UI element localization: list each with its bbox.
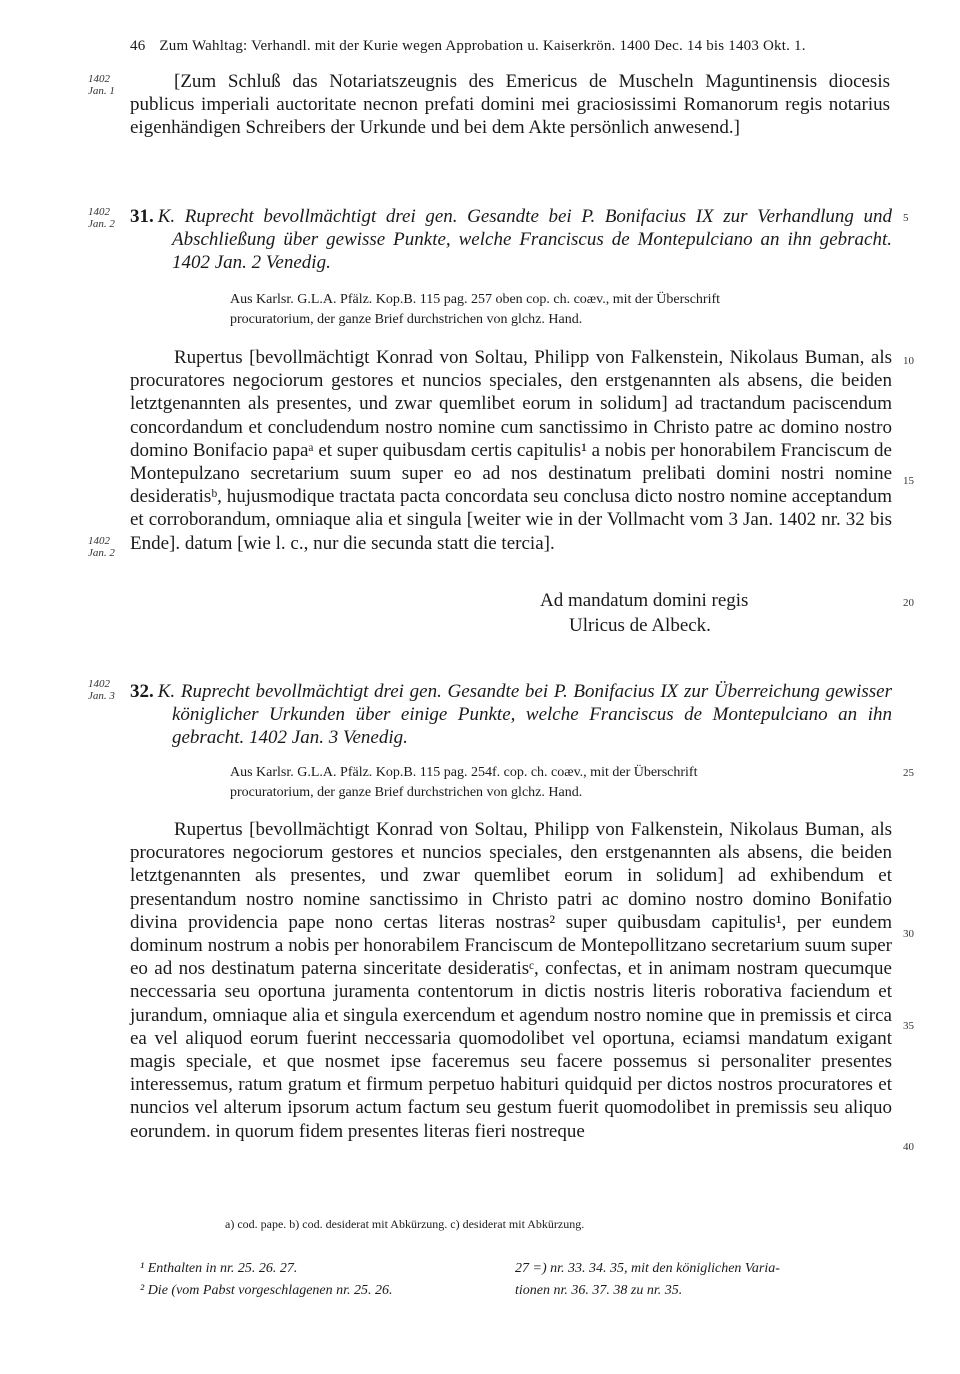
footnotes-left — [140, 1258, 500, 1302]
entry-title: K. Ruprecht bevollmächtigt drei gen. Gesandte bei P. Bonifacius IX zur Überreichung gewisser königlicher Urkunden über einige Punkte, welche Franciscus de Montepulciano an ihn gebracht. 1402 Jan. 3 Venedig. — [157, 681, 892, 748]
entry-31-text: Rupertus [bevollmächtigt Konrad von Soltau, Philipp von Falkenstein, Nikolaus Buman, als procuratores negociorum gestores et nuncios speciales, den erstgenannten als absens, die beiden letztgenannten als presentes, und zwar quemlibet eorum in solidum] ad tractandum paciscendum concordandum et concludendum nostro nomine cum sanctissimo in Christo patre ac domino nostro domino Bonifacio papaᵃ et super quibusdam certis capitulis¹ a nobis per honorabilem Franciscum de Montepulzano secretarium suum super eo ad nos destinatum prelibati domini nostri nomine desideratisᵇ, hujusmodique tractata pacta concordata seu conclusa dicto nostro nomine acceptandum et corroborandum, omniaque alia et singula [weiter wie in der Vollmacht vom 3 Jan. 1402 nr. 32 bis Ende]. datum [wie l. c., nur die secunda statt die tercia]. — [130, 347, 892, 554]
textual-notes: a) cod. pape. b) cod. desiderat mit Abkürzung. c) desiderat mit Abkürzung. — [225, 1217, 585, 1231]
entry-32-source — [230, 763, 890, 803]
footnote-2: ² Die (vom Pabst vorgeschlagenen nr. 25. 26. — [140, 1283, 393, 1298]
line-number: 25 — [903, 767, 914, 779]
line-number: 5 — [903, 212, 909, 224]
closing-mandate: Ad mandatum domini regis — [540, 590, 749, 611]
footnote-1-cont: 27 =) nr. 33. 34. 35, mit den königlichen Varia- — [515, 1261, 780, 1276]
line-number: 35 — [903, 1020, 914, 1032]
line-number: 20 — [903, 597, 914, 609]
source-line: procuratorium, der ganze Brief durchstrichen von glchz. Hand. — [230, 312, 583, 327]
margin-note-jan2-heading: 1402 Jan. 2 — [88, 206, 115, 230]
footnotes-right — [515, 1258, 895, 1302]
running-header — [130, 38, 806, 55]
entry-title: K. Ruprecht bevollmächtigt drei gen. Gesandte bei P. Bonifacius IX zur Verhandlung und Abschließung über gewisse Punkte, welche Franciscus de Montepulciano an ihn gebracht. 1402 Jan. 2 Venedig. — [157, 206, 892, 273]
page-number: 46 — [130, 38, 146, 54]
entry-32-heading — [130, 680, 892, 749]
margin-note-jan2-text: 1402 Jan. 2 — [88, 535, 115, 559]
entry-number: 32. — [130, 681, 154, 702]
line-number: 30 — [903, 928, 914, 940]
closing-signature: Ulricus de Albeck. — [569, 615, 711, 636]
source-line: Aus Karlsr. G.L.A. Pfälz. Kop.B. 115 pag. 257 oben cop. ch. coæv., mit der Überschrift — [230, 292, 721, 307]
running-title: Zum Wahltag: Verhandl. mit der Kurie wegen Approbation u. Kaiserkrön. 1400 Dec. 14 bis 1403 Okt. 1. — [159, 38, 806, 54]
footnote-2-cont: tionen nr. 36. 37. 38 zu nr. 35. — [515, 1283, 683, 1298]
margin-note-jan1: 1402 Jan. 1 — [88, 73, 115, 97]
entry-31-source — [230, 290, 890, 330]
entry-31-heading — [130, 205, 892, 274]
entry-number: 31. — [130, 206, 154, 227]
margin-note-jan3: 1402 Jan. 3 — [88, 678, 115, 702]
line-number: 40 — [903, 1141, 914, 1153]
intro-paragraph: [Zum Schluß das Notariatszeugnis des Emericus de Muscheln Maguntinensis diocesis publicus imperiali auctoritate necnon prefati domini mei graciosissimi Romanorum regis notarius eigenhändigen Schreibers der Urkunde und bei dem Akte persönlich anwesend.] — [130, 71, 890, 138]
source-line: Aus Karlsr. G.L.A. Pfälz. Kop.B. 115 pag. 254f. cop. ch. coæv., mit der Überschrift — [230, 765, 698, 780]
entry-32-text: Rupertus [bevollmächtigt Konrad von Soltau, Philipp von Falkenstein, Nikolaus Buman, als procuratores negociorum gestores et nuncios speciales, den erstgenannten als absens, die beiden letztgenannten als presentes, und zwar quemlibet eorum in solidum] ad exhibendum et presentandum nostro nomine sanctissimo in Christo patri ac domino nostro domino Bonifatio divina providencia pape nono certas literas nostras² super quibusdam capitulis¹, per eundem dominum nostrum a nobis per honorabilem Franciscum de Montepollitzano secretarium suum super eo ad nos destinatum paterna sinceritate desideratisᶜ, confectas, et in animam nostram quecumque neccessaria seu oportuna juramenta contentorum in dictis nostris literis roborativa faciendum et jurandum, omniaque alia et singula exercendum et agendum nostro nomine que in premissis et circa ea vel aliquod eorum fuerint neccessaria quomodolibet vel oportuna, eciamsi mandatum exigant magis speciale, et que nosmet ipse faceremus seu facere possemus si personaliter presentes interessemus, ratum gratum et firmum perpetuo habituri quidquid per dictos nostros procuratores et nuncios vel alterum ipsorum actum factum seu gestum fuerit quomodolibet in premissis seu aliquo eorundem. in quorum fidem presentes literas fieri nostreque — [130, 819, 892, 1142]
line-number: 10 — [903, 355, 914, 367]
line-number: 15 — [903, 475, 914, 487]
footnote-1: ¹ Enthalten in nr. 25. 26. 27. — [140, 1261, 298, 1276]
source-line: procuratorium, der ganze Brief durchstrichen von glchz. Hand. — [230, 785, 583, 800]
